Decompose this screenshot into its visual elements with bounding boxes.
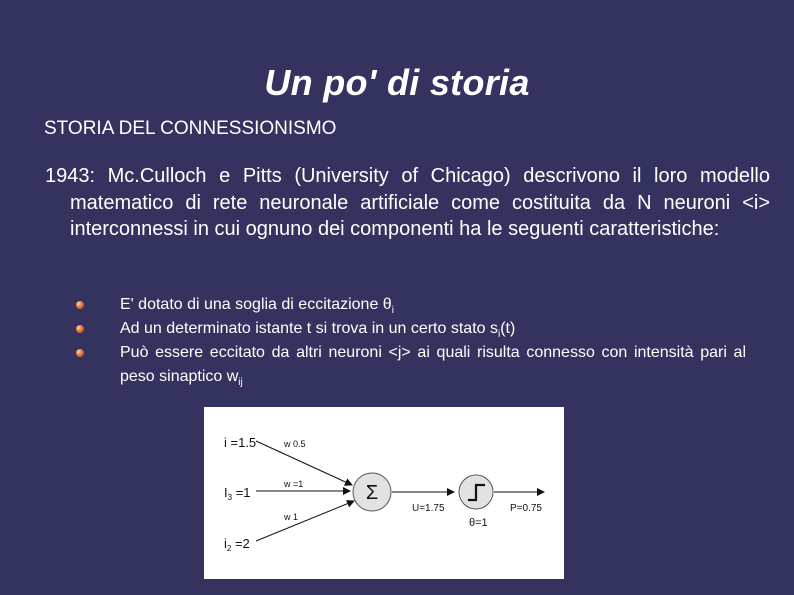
input-label-3: $i_2 =2$ bbox=[224, 536, 250, 553]
neuron-diagram bbox=[204, 407, 564, 579]
weight-label-1: w 0.5 bbox=[284, 439, 306, 449]
characteristics-list bbox=[76, 293, 746, 389]
neuron-diagram-svg bbox=[204, 407, 564, 579]
list-item-text: Ad un determinato istante t si trova in un certo stato s bbox=[120, 320, 498, 337]
weight-label-2: w =1 bbox=[284, 479, 304, 489]
list-item bbox=[76, 341, 746, 389]
bullet-icon bbox=[76, 349, 84, 357]
slide-subtitle: STORIA DEL CONNESSIONISMO bbox=[44, 118, 337, 139]
input-subscript: 3 bbox=[227, 493, 233, 502]
list-item bbox=[76, 317, 746, 341]
intro-paragraph: 1943: Mc.Culloch e Pitts (University of Chicago) descrivono il loro modello matematico di rete neuronale artificiale come costituita da N neuroni <i> interconnessi in cui ognuno dei componenti ha le seguenti caratteristiche: bbox=[45, 165, 770, 240]
theta-label: θ=1 bbox=[469, 517, 488, 529]
input-label-2: $I_3 =1$ bbox=[224, 485, 251, 502]
bullet-icon bbox=[76, 301, 84, 309]
list-item-subscript: i bbox=[497, 329, 501, 340]
input-label-1: i =1.5 bbox=[224, 435, 257, 450]
input-subscript: 2 bbox=[226, 544, 232, 553]
p-label: P=0.75 bbox=[510, 503, 542, 514]
bullet-icon bbox=[76, 325, 84, 333]
list-item-suffix: (t) bbox=[500, 320, 516, 337]
list-item-subscript: ij bbox=[238, 377, 243, 388]
list-item-text: Può essere eccitato da altri neuroni <j> ai quali risulta connesso con intensità pari al peso sinaptico w bbox=[120, 344, 746, 385]
list-item-text: E' dotato di una soglia di eccitazione θ bbox=[120, 296, 392, 313]
weight-label-3: w 1 bbox=[284, 512, 299, 522]
sigma-icon: Σ bbox=[365, 482, 379, 504]
list-item bbox=[76, 293, 746, 317]
u-label: U=1.75 bbox=[412, 503, 445, 514]
slide-title: Un po' di storia bbox=[264, 62, 530, 103]
input-line-3 bbox=[256, 501, 354, 541]
list-item-subscript: i bbox=[391, 305, 394, 316]
